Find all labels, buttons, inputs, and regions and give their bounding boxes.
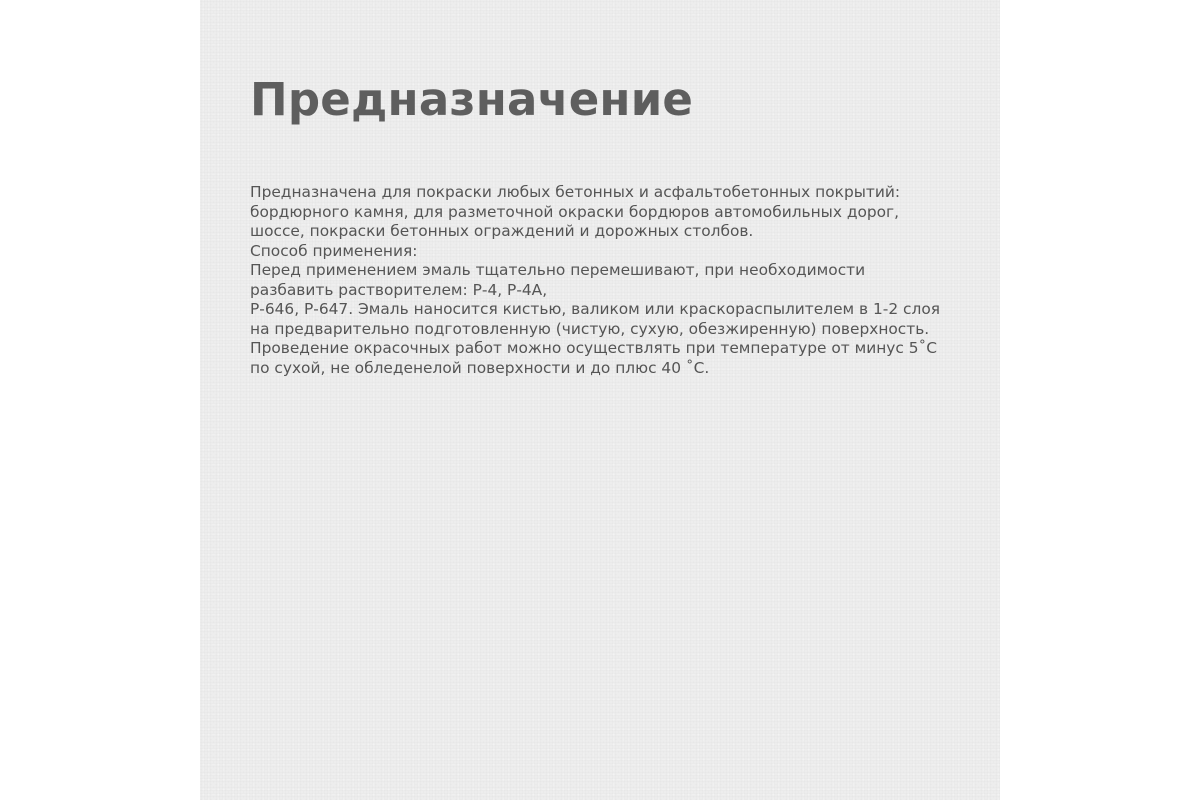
text-line: по сухой, не обледенелой поверхности и до плюс 40 ˚С. — [250, 358, 710, 377]
text-line: бордюрного камня, для разметочной окраски бордюров автомобильных дорог, — [250, 202, 900, 221]
text-line: Проведение окрасочных работ можно осуществлять при температуре от минус 5˚С — [250, 339, 937, 357]
page-title: Предназначение — [250, 73, 694, 126]
text-line: Перед применением эмаль тщательно перемешивают, при необходимости — [250, 261, 866, 279]
content-card — [200, 0, 1000, 800]
text-line: шоссе, покраски бетонных ограждений и дорожных столбов. — [250, 222, 754, 240]
text-line: разбавить растворителем: Р-4, Р-4А, — [250, 280, 548, 299]
text-line: Предназначена для покраски любых бетонных и асфальтобетонных покрытий: — [250, 183, 901, 201]
application-method-heading: Способ применения: — [250, 241, 418, 260]
text-line: на предварительно подготовленную (чистую, сухую, обезжиренную) поверхность. — [250, 319, 930, 338]
text-line: Р-646, Р-647. Эмаль наносится кистью, валиком или краскораспылителем в 1-2 слоя — [250, 300, 941, 318]
description-text — [250, 183, 980, 378]
